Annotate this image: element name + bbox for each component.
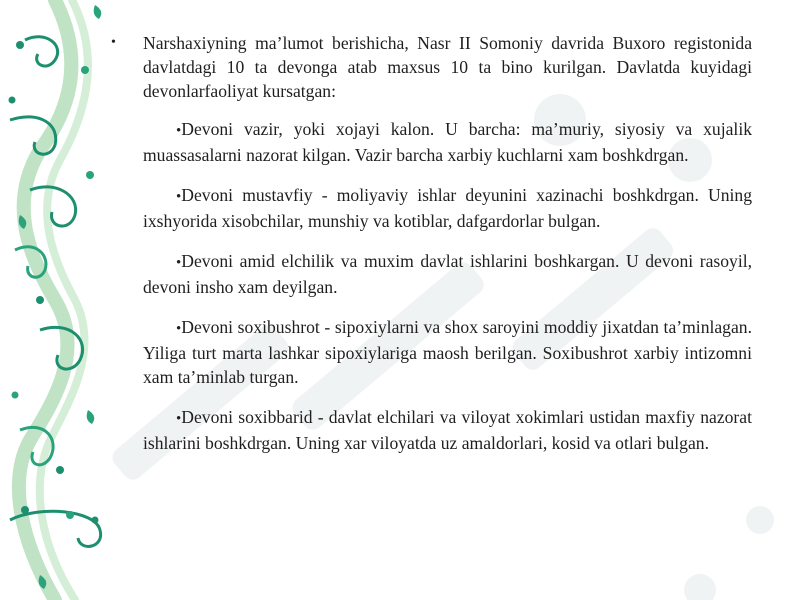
swirl-vine-ornament-icon	[0, 0, 130, 600]
list-item-text: Devoni amid elchilik va muxim davlat ishlarini boshkargan. U devoni rasoyil, devoni insho xam deyilgan.	[143, 251, 752, 297]
list-item	[143, 315, 752, 389]
list-item-text: Devoni soxibushrot - sipoxiylarni va shox saroyini moddiy jixatdan ta’minlagan. Yiliga turt marta lashkar sipoxiylariga maosh berilgan. Soxibushrot xarbiy intizomni xam ta’minlab turgan.	[143, 317, 752, 387]
list-item	[143, 183, 752, 233]
intro-text: Narshaxiyning ma’lumot berishicha, Nasr II Somoniy davrida Buxoro registonida davlatdagi 10 ta devonga atab maxsus 10 ta bino kurilgan. Davlatda kuyidagi devonlarfaoliyat kursatgan:	[143, 33, 752, 101]
bullet-icon: •	[176, 321, 182, 337]
bullet-icon: •	[176, 189, 182, 205]
intro-paragraph	[111, 31, 752, 103]
bullet-icon: •	[176, 255, 182, 271]
list-item	[143, 405, 752, 455]
bullet-icon: •	[111, 35, 116, 50]
document-body	[111, 31, 752, 471]
list-item	[143, 117, 752, 167]
list-item-text: Devoni vazir, yoki xojayi kalon. U barcha: ma’muriy, siyosiy va xujalik muassasalarni nazorat kilgan. Vazir barcha xarbiy kuchlarni xam boshkdrgan.	[143, 119, 752, 165]
list-item-text: Devoni soxibbarid - davlat elchilari va viloyat xokimlari ustidan maxfiy nazorat ishlarini boshkdrgan. Uning xar viloyatda uz amaldorlari, kosid va otlari bulgan.	[143, 407, 752, 453]
bullet-icon: •	[176, 123, 182, 139]
list-item-text: Devoni mustavfiy - moliyaviy ishlar deyunini xazinachi boshkdrgan. Uning ixshyorida xisobchilar, munshiy va kotiblar, dafgardorlar bulgan.	[143, 185, 752, 231]
bullet-icon: •	[176, 411, 182, 427]
list-item	[143, 249, 752, 299]
